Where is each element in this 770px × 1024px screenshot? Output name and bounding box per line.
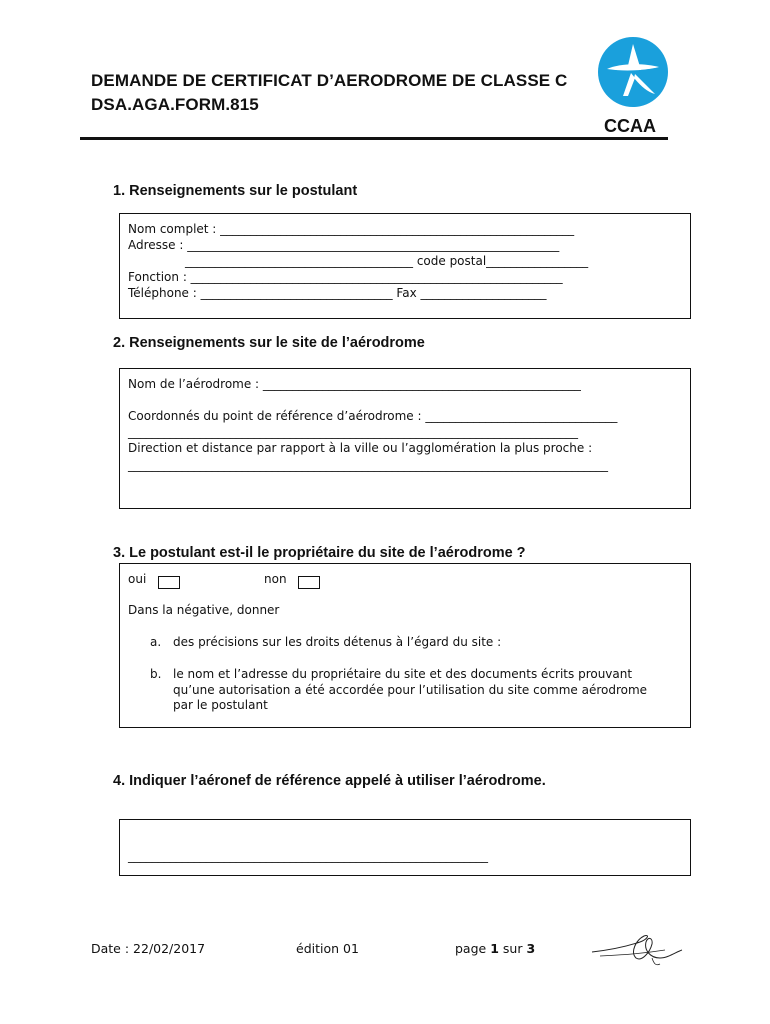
logo-label: CCAA — [604, 116, 656, 136]
field-aerodrome-name[interactable]: Nom de l’aérodrome : _____________________________________________________ — [128, 377, 581, 391]
section3-heading: 3. Le postulant est-il le propriétaire du site de l’aérodrome ? — [113, 545, 526, 561]
section4-box — [119, 819, 691, 876]
label-oui: oui — [128, 572, 147, 586]
header-rule — [80, 137, 668, 140]
item-a-marker: a. — [150, 635, 162, 649]
field-direction-distance[interactable]: ________________________________________________________________________________ — [128, 458, 608, 472]
item-a-text: des précisions sur les droits détenus à l’égard du site : — [173, 635, 502, 649]
footer-page — [455, 941, 535, 956]
page-prefix: page — [455, 941, 491, 956]
item-b-text-line1: le nom et l’adresse du propriétaire du site et des documents écrits prouvant — [173, 667, 633, 681]
field-postal-code[interactable]: ______________________________________ code postal_________________ — [185, 254, 589, 268]
label-non: non — [264, 572, 287, 586]
signature-icon — [590, 928, 685, 970]
ccaa-logo — [597, 36, 669, 108]
section1-heading: 1. Renseignements sur le postulant — [113, 183, 358, 199]
field-full-name[interactable]: Nom complet : ___________________________________________________________ — [128, 222, 575, 236]
checkbox-oui[interactable] — [158, 572, 180, 591]
label-direction-distance: Direction et distance par rapport à la ville ou l’agglomération la plus proche : — [128, 441, 593, 455]
signature — [590, 928, 685, 970]
section2-heading: 2. Renseignements sur le site de l’aérodrome — [113, 335, 425, 351]
item-b-marker: b. — [150, 667, 162, 681]
page-mid: sur — [498, 941, 527, 956]
section4-heading: 4. Indiquer l’aéronef de référence appelé à utiliser l’aérodrome. — [113, 773, 546, 789]
item-b-text-line2: qu’une autorisation a été accordée pour l’utilisation du site comme aérodrome — [173, 683, 648, 697]
negative-instruction: Dans la négative, donner — [128, 603, 280, 617]
page-total: 3 — [526, 941, 536, 956]
footer-edition: édition 01 — [296, 941, 359, 956]
document-title: DEMANDE DE CERTIFICAT D’AERODROME DE CLASSE C — [91, 71, 568, 90]
field-phone-fax[interactable]: Téléphone : ________________________________ Fax _____________________ — [128, 286, 547, 300]
field-coordinates-continued[interactable]: ___________________________________________________________________________ — [128, 425, 578, 439]
field-function[interactable]: Fonction : ______________________________________________________________ — [128, 270, 563, 284]
field-address[interactable]: Adresse : ______________________________________________________________ — [128, 238, 560, 252]
field-reference-aircraft[interactable]: ____________________________________________________________ — [128, 849, 488, 863]
page-number: 1 — [490, 941, 499, 956]
field-reference-coordinates[interactable]: Coordonnés du point de référence d’aérodrome : ________________________________ — [128, 409, 618, 423]
item-b-text-line3: par le postulant — [173, 698, 268, 712]
footer-date: Date : 22/02/2017 — [91, 941, 206, 956]
form-code: DSA.AGA.FORM.815 — [91, 95, 259, 114]
checkbox-non[interactable] — [298, 572, 320, 591]
ccaa-emblem-icon — [597, 36, 669, 108]
